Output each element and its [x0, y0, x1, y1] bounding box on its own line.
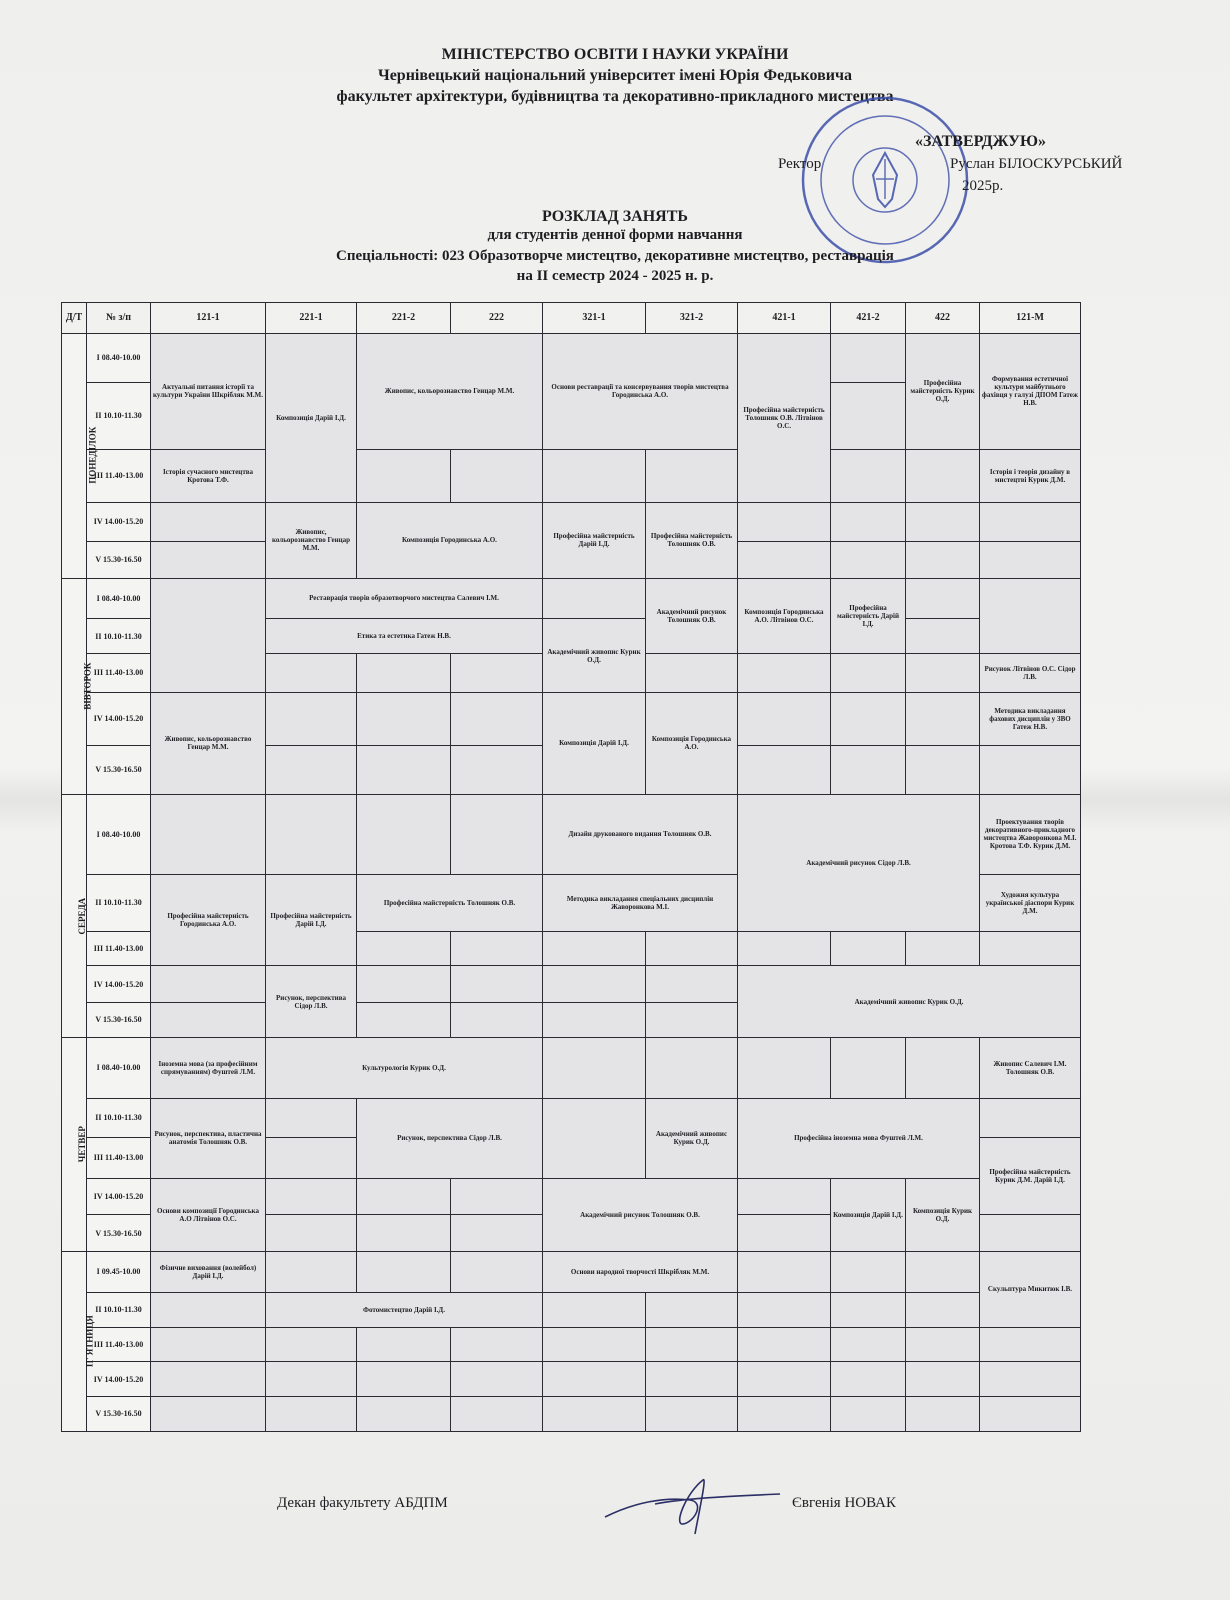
time-cell: III 11.40-13.00	[87, 654, 151, 693]
time-cell: V 15.30-16.50	[87, 1003, 151, 1038]
empty-cell	[738, 692, 831, 745]
lesson-cell: Культурологія Курик О.Д.	[266, 1037, 543, 1098]
empty-cell	[543, 1099, 646, 1179]
lesson-cell: Етика та естетика Гатеж Н.В.	[266, 619, 543, 654]
empty-cell	[151, 578, 266, 692]
empty-cell	[980, 931, 1081, 966]
day-cell: П' ЯТНИЦЯ	[62, 1252, 87, 1432]
time-cell: I 08.40-10.00	[87, 578, 151, 619]
dean-label: Декан факультету АБДПМ	[277, 1495, 448, 1511]
time-cell: III 11.40-13.00	[87, 449, 151, 502]
lesson-cell: Академічний живопис Курик О.Д.	[646, 1099, 738, 1179]
empty-cell	[831, 1327, 906, 1362]
empty-cell	[543, 449, 646, 502]
empty-cell	[357, 966, 451, 1003]
col-header: 221-2	[357, 303, 451, 334]
empty-cell	[831, 1292, 906, 1327]
lesson-cell: Професійна майстерність Толошняк О.В.	[646, 503, 738, 579]
time-cell: I 08.40-10.00	[87, 794, 151, 874]
table-row	[62, 1397, 1081, 1432]
empty-cell	[266, 745, 357, 794]
empty-cell	[831, 503, 906, 542]
empty-cell	[906, 1292, 980, 1327]
empty-cell	[357, 794, 451, 874]
lesson-cell: Фотомистецтво Дарій І.Д.	[266, 1292, 543, 1327]
empty-cell	[646, 1397, 738, 1432]
empty-cell	[980, 1215, 1081, 1252]
day-cell: СЕРЕДА	[62, 794, 87, 1037]
empty-cell	[831, 333, 906, 382]
time-cell: III 11.40-13.00	[87, 931, 151, 966]
empty-cell	[266, 1215, 357, 1252]
empty-cell	[543, 1327, 646, 1362]
empty-cell	[646, 1362, 738, 1397]
lesson-cell: Актуальні питання історії та культури України Шкрібляк М.М.	[151, 333, 266, 449]
empty-cell	[451, 745, 543, 794]
empty-cell	[906, 1397, 980, 1432]
lesson-cell: Академічний рисунок Толошняк О.В.	[646, 578, 738, 654]
schedule-table	[61, 302, 1081, 1432]
empty-cell	[646, 1292, 738, 1327]
empty-cell	[151, 1362, 266, 1397]
empty-cell	[980, 1099, 1081, 1138]
empty-cell	[831, 541, 906, 578]
time-cell: IV 14.00-15.20	[87, 1178, 151, 1215]
university-heading: Чернівецький національний університет імені Юрія Федьковича	[377, 67, 853, 84]
specialty-line: Спеціальності: 023 Образотворче мистецтво, декоративне мистецтво, реставрація	[336, 248, 894, 264]
empty-cell	[646, 1327, 738, 1362]
col-header: 221-1	[266, 303, 357, 334]
empty-cell	[738, 931, 831, 966]
empty-cell	[980, 541, 1081, 578]
empty-cell	[266, 692, 357, 745]
lesson-cell: Живопис, кольорознавство Генцар М.М.	[151, 692, 266, 794]
empty-cell	[451, 1362, 543, 1397]
lesson-cell: Композиція Городинська А.О.	[357, 503, 543, 579]
empty-cell	[451, 794, 543, 874]
table-header-row	[62, 303, 1081, 334]
table-row	[62, 449, 1081, 502]
lesson-cell: Композиція Городинська А.О.	[646, 692, 738, 794]
empty-cell	[151, 1003, 266, 1038]
empty-cell	[646, 931, 738, 966]
col-header: 222	[451, 303, 543, 334]
time-cell: I 09.45-10.00	[87, 1252, 151, 1293]
empty-cell	[543, 578, 646, 619]
empty-cell	[451, 1327, 543, 1362]
col-header: № з/п	[87, 303, 151, 334]
empty-cell	[451, 966, 543, 1003]
empty-cell	[151, 1327, 266, 1362]
empty-cell	[266, 1137, 357, 1178]
table-row	[62, 1252, 1081, 1293]
lesson-cell: Академічний рисунок Сідор Л.В.	[738, 794, 980, 931]
empty-cell	[738, 1215, 831, 1252]
day-cell: ЧЕТВЕР	[62, 1037, 87, 1251]
time-cell: V 15.30-16.50	[87, 541, 151, 578]
table-row	[62, 966, 1081, 1003]
dean-signature	[595, 1462, 785, 1537]
empty-cell	[646, 1003, 738, 1038]
empty-cell	[738, 1327, 831, 1362]
empty-cell	[151, 503, 266, 542]
time-cell: II 10.10-11.30	[87, 382, 151, 449]
lesson-cell: Композиція Дарій І.Д.	[543, 692, 646, 794]
empty-cell	[738, 654, 831, 693]
time-cell: III 11.40-13.00	[87, 1137, 151, 1178]
empty-cell	[151, 794, 266, 874]
lesson-cell: Композиція Дарій І.Д.	[266, 333, 357, 502]
semester-line: на ІІ семестр 2024 - 2025 н. р.	[516, 268, 714, 284]
empty-cell	[831, 382, 906, 449]
empty-cell	[451, 1397, 543, 1432]
empty-cell	[980, 1397, 1081, 1432]
empty-cell	[831, 1252, 906, 1293]
lesson-cell: Основи реставрації та консервування творів мистецтва Городинська А.О.	[543, 333, 738, 449]
empty-cell	[906, 931, 980, 966]
lesson-cell: Рисунок, перспектива, пластична анатомія Толошняк О.В.	[151, 1099, 266, 1179]
empty-cell	[357, 1252, 451, 1293]
empty-cell	[831, 449, 906, 502]
lesson-cell: Методика викладання спеціальних дисциплін Жаворонкова М.І.	[543, 874, 738, 931]
lesson-cell: Професійна майстерність Дарій І.Д.	[266, 874, 357, 966]
lesson-cell: Рисунок, перспектива Сідор Л.В.	[357, 1099, 543, 1179]
empty-cell	[266, 794, 357, 874]
empty-cell	[357, 1003, 451, 1038]
empty-cell	[151, 1397, 266, 1432]
lesson-cell: Професійна майстерність Курик Д.М. Дарій І.Д.	[980, 1137, 1081, 1215]
lesson-cell: Академічний живопис Курик О.Д.	[543, 619, 646, 692]
time-cell: I 08.40-10.00	[87, 1037, 151, 1098]
empty-cell	[980, 503, 1081, 542]
lesson-cell: Професійна майстерність Толошняк О.В. Літвінов О.С.	[738, 333, 831, 502]
empty-cell	[906, 1327, 980, 1362]
time-cell: II 10.10-11.30	[87, 874, 151, 931]
empty-cell	[906, 1252, 980, 1293]
lesson-cell: Методика викладання фахових дисциплін у ЗВО Гатеж Н.В.	[980, 692, 1081, 745]
empty-cell	[151, 541, 266, 578]
table-row	[62, 1327, 1081, 1362]
lesson-cell: Академічний живопис Курик О.Д.	[738, 966, 1081, 1037]
table-row	[62, 578, 1081, 619]
empty-cell	[646, 449, 738, 502]
lesson-cell: Рисунок, перспектива Сідор Л.В.	[266, 966, 357, 1037]
col-header: 421-1	[738, 303, 831, 334]
lesson-cell: Живопис, кольорознавство Генцар М.М.	[357, 333, 543, 449]
empty-cell	[451, 449, 543, 502]
table-row	[62, 692, 1081, 745]
lesson-cell: Скульптура Микитюк І.В.	[980, 1252, 1081, 1328]
lesson-cell: Проектування творів декоративного-прикладного мистецтва Жаворонкова М.І. Кротова Т.Ф. Курик Д.М.	[980, 794, 1081, 874]
empty-cell	[980, 1327, 1081, 1362]
empty-cell	[357, 1362, 451, 1397]
col-header: 421-2	[831, 303, 906, 334]
time-cell: II 10.10-11.30	[87, 619, 151, 654]
lesson-cell: Фізичне виховання (волейбол) Дарій І.Д.	[151, 1252, 266, 1293]
empty-cell	[451, 692, 543, 745]
time-cell: IV 14.00-15.20	[87, 1362, 151, 1397]
ministry-heading: МІНІСТЕРСТВО ОСВІТИ І НАУКИ УКРАЇНИ	[441, 46, 789, 63]
time-cell: IV 14.00-15.20	[87, 503, 151, 542]
empty-cell	[738, 1037, 831, 1098]
empty-cell	[646, 1037, 738, 1098]
empty-cell	[906, 692, 980, 745]
lesson-cell: Основи народної творчості Шкрібляк М.М.	[543, 1252, 738, 1293]
lesson-cell: Професійна майстерність Дарій І.Д.	[831, 578, 906, 654]
lesson-cell: Іноземна мова (за професійним спрямуванням) Фуштей Л.М.	[151, 1037, 266, 1098]
col-header: 422	[906, 303, 980, 334]
empty-cell	[738, 1292, 831, 1327]
time-cell: V 15.30-16.50	[87, 745, 151, 794]
empty-cell	[266, 654, 357, 693]
lesson-cell: Академічний рисунок Толошняк О.В.	[543, 1178, 738, 1251]
empty-cell	[357, 931, 451, 966]
lesson-cell: Історія сучасного мистецтва Кротова Т.Ф.	[151, 449, 266, 502]
lesson-cell: Рисунок Літвінов О.С. Сідор Л.В.	[980, 654, 1081, 693]
empty-cell	[451, 1215, 543, 1252]
time-cell: II 10.10-11.30	[87, 1099, 151, 1138]
col-header: 321-2	[646, 303, 738, 334]
lesson-cell: Художня культура української діаспори Курик Д.М.	[980, 874, 1081, 931]
lesson-cell: Реставрація творів образотворчого мистецтва Салевич І.М.	[266, 578, 543, 619]
table-row	[62, 503, 1081, 542]
empty-cell	[906, 654, 980, 693]
lesson-cell: Основи композиції Городинська А.О Літвінов О.С.	[151, 1178, 266, 1251]
approval-date: 2025р.	[962, 178, 1004, 194]
schedule-title: РОЗКЛАД ЗАНЯТЬ	[542, 208, 688, 225]
lesson-cell: Професійна майстерність Дарій І.Д.	[543, 503, 646, 579]
empty-cell	[543, 1037, 646, 1098]
rector-label: Ректор	[778, 156, 822, 172]
empty-cell	[906, 619, 980, 654]
empty-cell	[738, 1252, 831, 1293]
time-cell: V 15.30-16.50	[87, 1215, 151, 1252]
lesson-cell: Професійна майстерність Толошняк О.В.	[357, 874, 543, 931]
table-row	[62, 794, 1081, 874]
empty-cell	[738, 541, 831, 578]
lesson-cell: Живопис Салевич І.М. Толошняк О.В.	[980, 1037, 1081, 1098]
empty-cell	[831, 1362, 906, 1397]
empty-cell	[738, 1362, 831, 1397]
empty-cell	[151, 1292, 266, 1327]
empty-cell	[543, 1397, 646, 1432]
empty-cell	[543, 1003, 646, 1038]
empty-cell	[266, 1099, 357, 1138]
table-row	[62, 1178, 1081, 1215]
lesson-cell: Живопис, кольорознавство Генцар М.М.	[266, 503, 357, 579]
time-cell: IV 14.00-15.20	[87, 966, 151, 1003]
empty-cell	[451, 931, 543, 966]
empty-cell	[831, 931, 906, 966]
empty-cell	[543, 1362, 646, 1397]
empty-cell	[906, 503, 980, 542]
empty-cell	[980, 1362, 1081, 1397]
lesson-cell: Композиція Городинська А.О. Літвінов О.С.	[738, 578, 831, 654]
rector-name: Руслан БІЛОСКУРСЬКИЙ	[950, 156, 1123, 172]
col-header: Д/Т	[62, 303, 87, 334]
empty-cell	[357, 1215, 451, 1252]
time-cell: IV 14.00-15.20	[87, 692, 151, 745]
col-header: 321-1	[543, 303, 646, 334]
empty-cell	[906, 541, 980, 578]
empty-cell	[646, 966, 738, 1003]
dean-name: Євгенія НОВАК	[792, 1495, 897, 1511]
time-cell: I 08.40-10.00	[87, 333, 151, 382]
empty-cell	[831, 1397, 906, 1432]
table-row	[62, 1292, 1081, 1327]
empty-cell	[738, 503, 831, 542]
day-cell: ВІВТОРОК	[62, 578, 87, 794]
empty-cell	[266, 1397, 357, 1432]
table-row	[62, 1099, 1081, 1138]
empty-cell	[357, 1397, 451, 1432]
empty-cell	[151, 966, 266, 1003]
col-header: 121-1	[151, 303, 266, 334]
empty-cell	[451, 1178, 543, 1215]
lesson-cell: Дизайн друкованого видання Толошняк О.В.	[543, 794, 738, 874]
table-row	[62, 1362, 1081, 1397]
faculty-heading: факультет архітектури, будівництва та декоративно-прикладного мистецтва	[336, 88, 894, 105]
empty-cell	[738, 1178, 831, 1215]
day-cell: ПОНЕДІЛОК	[62, 333, 87, 578]
time-cell: V 15.30-16.50	[87, 1397, 151, 1432]
empty-cell	[980, 578, 1081, 654]
lesson-cell: Професійна майстерність Городинська А.О.	[151, 874, 266, 966]
empty-cell	[543, 1292, 646, 1327]
empty-cell	[357, 449, 451, 502]
empty-cell	[980, 745, 1081, 794]
schedule-subtitle: для студентів денної форми навчання	[487, 227, 743, 243]
empty-cell	[357, 1178, 451, 1215]
lesson-cell: Композиція Курик О.Д.	[906, 1178, 980, 1251]
empty-cell	[451, 654, 543, 693]
lesson-cell: Композиція Дарій І.Д.	[831, 1178, 906, 1251]
empty-cell	[831, 654, 906, 693]
empty-cell	[357, 1327, 451, 1362]
empty-cell	[738, 1397, 831, 1432]
table-row	[62, 1037, 1081, 1098]
empty-cell	[266, 1178, 357, 1215]
empty-cell	[906, 745, 980, 794]
empty-cell	[451, 1003, 543, 1038]
empty-cell	[906, 1037, 980, 1098]
lesson-cell: Професійна майстерність Курик О.Д.	[906, 333, 980, 449]
empty-cell	[451, 1252, 543, 1293]
lesson-cell: Формування естетичної культури майбутнього фахівця у галузі ДПОМ Гатеж Н.В.	[980, 333, 1081, 449]
time-cell: III 11.40-13.00	[87, 1327, 151, 1362]
empty-cell	[831, 692, 906, 745]
empty-cell	[646, 654, 738, 693]
empty-cell	[266, 1252, 357, 1293]
col-header: 121-М	[980, 303, 1081, 334]
empty-cell	[906, 1362, 980, 1397]
empty-cell	[543, 931, 646, 966]
empty-cell	[831, 745, 906, 794]
empty-cell	[906, 449, 980, 502]
empty-cell	[543, 966, 646, 1003]
empty-cell	[357, 692, 451, 745]
lesson-cell: Професійна іноземна мова Фуштей Л.М.	[738, 1099, 980, 1179]
time-cell: II 10.10-11.30	[87, 1292, 151, 1327]
empty-cell	[738, 745, 831, 794]
table-row	[62, 333, 1081, 382]
empty-cell	[266, 1362, 357, 1397]
empty-cell	[357, 654, 451, 693]
empty-cell	[831, 1037, 906, 1098]
empty-cell	[266, 1327, 357, 1362]
approval-label: «ЗАТВЕРДЖУЮ»	[915, 133, 1047, 150]
empty-cell	[906, 578, 980, 619]
lesson-cell: Історія і теорія дизайну в мистецтві Курик Д.М.	[980, 449, 1081, 502]
empty-cell	[357, 745, 451, 794]
